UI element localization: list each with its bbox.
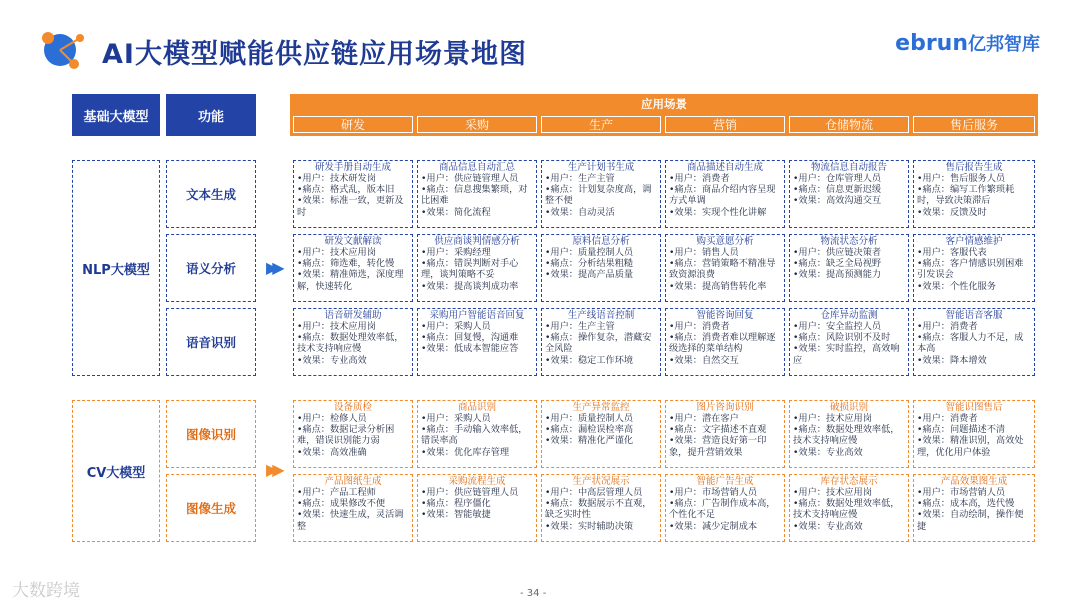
scenario-card-line: •痛点：数据处理效率低，技术支持响应慢	[793, 498, 900, 521]
scenario-card-title: 采购用户智能语音回复	[429, 310, 525, 321]
scenario-card-line: •用户：市场营销人员	[917, 487, 1006, 498]
scenario-card-line: •效果：提高销售转化率	[669, 280, 767, 292]
scenario-card-title: 生产线语音控制	[567, 310, 635, 321]
scenario-card	[541, 474, 661, 542]
scenario-card-line: •痛点：商品介绍内容呈现方式单调	[669, 184, 776, 207]
scenario-card-title: 产品图纸生成	[324, 476, 382, 487]
header-function: 功能	[166, 94, 256, 136]
scenario-card-line: •痛点：编写工作繁琐耗时，导致决策滞后	[917, 184, 1015, 207]
scenario-card	[417, 234, 537, 302]
page-number: - 34 -	[520, 588, 547, 599]
scenario-card-line: •用户：供应链决策者	[793, 247, 882, 258]
scenario-card-line: •痛点：操作复杂，潜藏安全风险	[545, 332, 652, 355]
scenario-card-line: •用户：技术应用岗	[297, 247, 376, 258]
scenario-card-line: •痛点：缺乏全局视野	[793, 258, 882, 270]
scenario-card-line: •效果：简化流程	[421, 206, 491, 218]
scenario-card-line: •痛点：数据处理效率低，技术支持响应慢	[297, 332, 404, 355]
scenario-card-line: •痛点：手动输入效率低，错误率高	[421, 424, 528, 447]
scenario-card	[789, 234, 909, 302]
scenario-card	[789, 474, 909, 542]
footer-watermark: 大数跨境	[12, 581, 80, 601]
scenario-card	[293, 474, 413, 542]
scenario-card-line: •痛点：数据记录分析困难，错误识别能力弱	[297, 424, 395, 447]
scene-col-logistics: 仓储物流	[789, 116, 909, 133]
scenario-card-line: •痛点：分析结果粗糙	[545, 258, 634, 270]
scenario-card-line: •用户：技术应用岗	[297, 321, 376, 332]
scenario-card-title: 物流信息自动报告	[810, 162, 887, 173]
scenario-card-title: 仓库异动监测	[820, 310, 878, 321]
scenario-card	[417, 160, 537, 228]
scenario-card-title: 智能语音客服	[945, 310, 1003, 321]
scenario-card-line: •用户：质量控制人员	[545, 247, 634, 258]
scene-col-aftersales: 售后服务	[913, 116, 1035, 133]
brand-logo-cn: 亿邦智库	[968, 34, 1040, 55]
page-title: AI大模型赋能供应链应用场景地图	[102, 39, 527, 70]
scenario-card-line: •痛点：程序僵化	[421, 498, 491, 510]
scenario-card-title: 研发文献解读	[324, 236, 382, 247]
scenario-card-line: •用户：技术应用岗	[793, 413, 872, 424]
scenario-card-line: •效果：提高产品质量	[545, 269, 634, 281]
header-model: 基础大模型	[72, 94, 160, 136]
function-image-generation: 图像生成	[166, 474, 256, 542]
scenario-card-line: •用户：市场营销人员	[669, 487, 758, 498]
scenario-card-title: 语音研发辅助	[324, 310, 382, 321]
scenario-card-title: 破损识别	[829, 402, 868, 413]
scenario-card-line: •用户：潜在客户	[669, 413, 739, 424]
function-speech-recognition: 语音识别	[166, 308, 256, 376]
scenario-card	[541, 160, 661, 228]
scenario-card-line: •痛点：成本高，选代慢	[917, 498, 1015, 510]
scenario-card-line: •效果：个性化服务	[917, 280, 996, 292]
scenario-card	[541, 308, 661, 376]
scenario-card-title: 商品信息自动汇总	[438, 162, 515, 173]
scenario-card-line: •痛点：数据处理效率低，技术支持响应慢	[793, 424, 900, 447]
scenario-card	[913, 234, 1035, 302]
scenario-card-line: •效果：精准化严谨化	[545, 435, 634, 447]
scenario-card-line: •痛点：消费者难以理解逐级选择的菜单结构	[669, 332, 776, 355]
scenario-card-line: •效果：反馈及时	[917, 206, 987, 218]
scenario-card-line: •用户：中高层管理人员	[545, 487, 643, 498]
scenario-card-title: 物流状态分析	[820, 236, 878, 247]
function-semantic-analysis: 语义分析	[166, 234, 256, 302]
function-image-recognition: 图像识别	[166, 400, 256, 468]
scenario-card	[665, 474, 785, 542]
scenario-card-line: •效果：自动灵活	[545, 206, 615, 218]
scenario-card-title: 智能广告生成	[696, 476, 754, 487]
scenario-card-line: •效果：自动绘制，操作便捷	[917, 509, 1024, 532]
scenario-card-line: •用户：质量控制人员	[545, 413, 634, 424]
scenario-card-line: •用户：生产主管	[545, 173, 615, 184]
scenario-card	[789, 160, 909, 228]
scenario-card-line: •效果：智能敏捷	[421, 509, 491, 521]
scenario-card-line: •痛点：回复慢，沟通难	[421, 332, 519, 344]
scenario-card-line: •用户：客服代表	[917, 247, 987, 258]
arrow-cv-icon: ▶▶	[266, 460, 279, 479]
scenario-card-line: •痛点：风险识别不及时	[793, 332, 891, 344]
scenario-card-title: 供应商谈判情感分析	[434, 236, 520, 247]
scenario-card-title: 智能咨询回复	[696, 310, 754, 321]
scenario-card-line: •效果：专业高效	[297, 354, 367, 366]
scenario-card-line: •效果：高效准确	[297, 446, 367, 458]
scenario-card-line: •效果：提高预测能力	[793, 269, 882, 281]
scenario-card-title: 原料信息分析	[572, 236, 630, 247]
scenario-card-title: 设备质检	[333, 402, 372, 413]
logo-icon	[40, 26, 94, 78]
scenario-card-line: •用户：安全监控人员	[793, 321, 882, 332]
scenario-card-title: 生产状况展示	[572, 476, 630, 487]
model-nlp: NLP大模型	[72, 160, 160, 376]
scenario-card-line: •效果：精准筛选，深度理解，快速转化	[297, 269, 404, 292]
scenario-card	[913, 308, 1035, 376]
scenario-card-line: •痛点：筛选难，转化慢	[297, 258, 395, 270]
brand-logo	[895, 30, 1040, 56]
function-text-generation: 文本生成	[166, 160, 256, 228]
scenario-card-line: •用户：消费者	[917, 321, 978, 332]
scenario-card-line: •用户：销售人员	[669, 247, 739, 258]
scenario-card	[913, 160, 1035, 228]
scenario-card-line: •效果：精准识别，高效处理，优化用户体验	[917, 435, 1024, 458]
scenario-card	[789, 400, 909, 468]
scenario-card	[293, 234, 413, 302]
scenario-card-line: •痛点：信息更新迟缓	[793, 184, 882, 196]
scenario-card-line: •效果：高效沟通交互	[793, 195, 882, 207]
scenario-card-line: •用户：消费者	[917, 413, 978, 424]
scenario-card-line: •效果：专业高效	[793, 520, 863, 532]
scenario-card-line: •用户：技术应用岗	[793, 487, 872, 498]
scenario-card-title: 生产异常监控	[572, 402, 630, 413]
scenario-card-line: •痛点：格式乱，版本旧	[297, 184, 395, 196]
scenario-card-line: •效果：优化库存管理	[421, 446, 510, 458]
scenario-card	[293, 160, 413, 228]
scenario-card-line: •痛点：客服人力不足，成本高	[917, 332, 1024, 355]
scenario-card-line: •效果：实时监控，高效响应	[793, 343, 900, 366]
scenario-card-title: 商品描述自动生成	[686, 162, 763, 173]
arrow-nlp-icon: ▶▶	[266, 258, 279, 277]
brand-logo-en: ebrun	[895, 31, 968, 56]
scenario-card-line: •痛点：营销策略不精准导致资源浪费	[669, 258, 776, 281]
scenario-card	[541, 400, 661, 468]
scenario-card-title: 客户情感维护	[945, 236, 1003, 247]
scenario-card-line: •痛点：成果修改不便	[297, 498, 386, 510]
scenario-card-line: •用户：采购人员	[421, 321, 491, 332]
scenario-card	[665, 234, 785, 302]
scenario-card-line: •效果：标准一致，更新及时	[297, 195, 404, 218]
scenario-card-title: 购买意愿分析	[696, 236, 754, 247]
scenario-card-line: •痛点：广告制作成本高，个性化不足	[669, 498, 776, 521]
scenario-card-title: 图片咨询识别	[696, 402, 754, 413]
scenario-card-line: •用户：产品工程师	[297, 487, 376, 498]
scenario-card	[665, 400, 785, 468]
scenario-card-title: 售后报告生成	[945, 162, 1003, 173]
scenario-card-line: •痛点：漏检误检率高	[545, 424, 634, 436]
scenario-card-title: 商品识别	[457, 402, 496, 413]
scenario-card-line: •用户：技术研发岗	[297, 173, 376, 184]
scenario-card-line: •痛点：文字描述不直观	[669, 424, 767, 436]
scenario-card-line: •用户：仓库管理人员	[793, 173, 882, 184]
scenario-card-line: •痛点：信息搜集繁琐，对比困难	[421, 184, 528, 207]
model-cv: CV大模型	[72, 400, 160, 542]
scenario-card-line: •用户：售后服务人员	[917, 173, 1006, 184]
scenario-card	[417, 308, 537, 376]
header-scene-title: 应用场景	[641, 97, 687, 111]
scenario-card-line: •痛点：问题描述不清	[917, 424, 1006, 436]
scenario-card	[913, 400, 1035, 468]
scenario-card-line: •用户：采购经理	[421, 247, 491, 258]
scenario-card	[293, 308, 413, 376]
scenario-card-line: •痛点：错误判断对手心理，谈判策略不妥	[421, 258, 519, 281]
scenario-card	[417, 400, 537, 468]
scenario-card-line: •用户：采购人员	[421, 413, 491, 424]
scenario-card-line: •用户：消费者	[669, 321, 730, 332]
scenario-card	[417, 474, 537, 542]
scenario-card	[541, 234, 661, 302]
scenario-card-line: •效果：快速生成，灵活调整	[297, 509, 404, 532]
scene-col-purchase: 采购	[417, 116, 537, 133]
scenario-card-line: •痛点：数据展示不直观，缺乏实时性	[545, 498, 652, 521]
scenario-card-line: •效果：提高谈判成功率	[421, 280, 519, 292]
scenario-card-line: •效果：稳定工作环境	[545, 354, 634, 366]
scenario-card-line: •效果：实现个性化讲解	[669, 206, 767, 218]
scenario-card-title: 智能识图售后	[945, 402, 1003, 413]
scenario-card-line: •效果：实时辅助决策	[545, 520, 634, 532]
scenario-card	[913, 474, 1035, 542]
scene-col-marketing: 营销	[665, 116, 785, 133]
scenario-card-title: 生产计划书生成	[567, 162, 635, 173]
scenario-card-line: •效果：降本增效	[917, 354, 987, 366]
scenario-card	[665, 308, 785, 376]
scenario-card-line: •痛点：计划复杂度高，调整不便	[545, 184, 652, 207]
scenario-card-line: •效果：自然交互	[669, 354, 739, 366]
scenario-card-line: •效果：减少定制成本	[669, 520, 758, 532]
scenario-card-title: 采购流程生成	[448, 476, 506, 487]
scenario-card-line: •效果：专业高效	[793, 446, 863, 458]
scenario-card	[293, 400, 413, 468]
scenario-card-line: •用户：生产主管	[545, 321, 615, 332]
scenario-card-title: 研发手册自动生成	[314, 162, 391, 173]
scenario-card-line: •用户：供应链管理人员	[421, 487, 519, 498]
scenario-card-line: •用户：消费者	[669, 173, 730, 184]
scenario-card-line: •用户：供应链管理人员	[421, 173, 519, 184]
scenario-card-line: •效果：营造良好第一印象，提升营销效果	[669, 435, 767, 458]
scenario-card	[665, 160, 785, 228]
scenario-card-title: 库存状态展示	[820, 476, 878, 487]
scenario-card-line: •痛点：客户情感识别困难引发误会	[917, 258, 1024, 281]
scenario-card	[789, 308, 909, 376]
scenario-card-title: 产品效果图生成	[940, 476, 1008, 487]
scene-col-rd: 研发	[293, 116, 413, 133]
scene-col-production: 生产	[541, 116, 661, 133]
scenario-card-line: •用户：检修人员	[297, 413, 367, 424]
scenario-card-line: •效果：低成本智能应答	[421, 343, 519, 355]
